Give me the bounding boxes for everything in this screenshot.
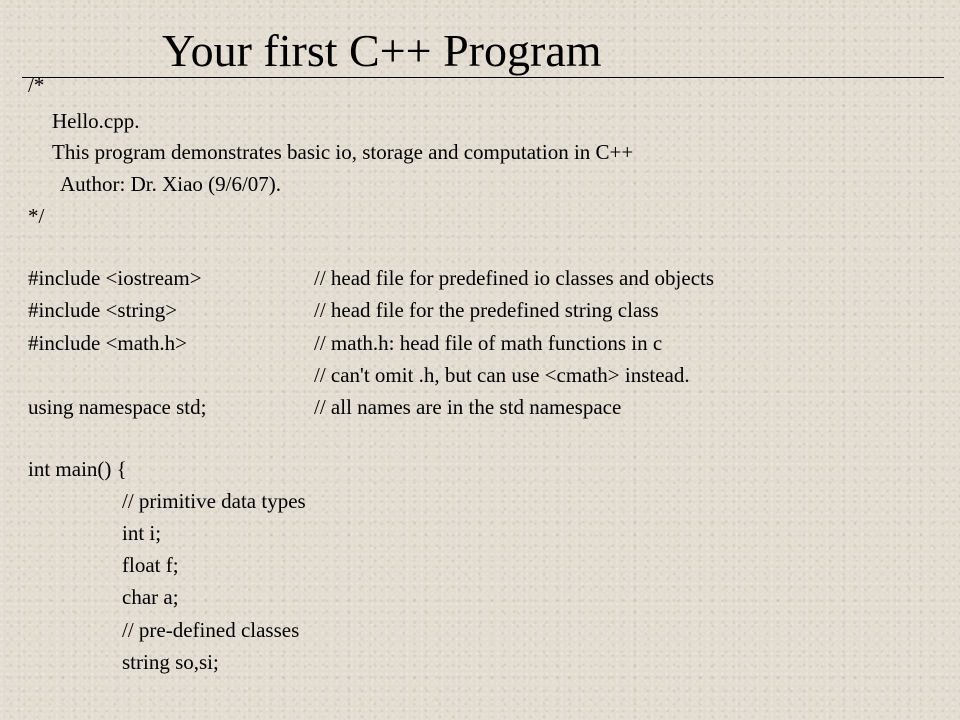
code-line: // pre-defined classes xyxy=(122,618,300,642)
cmath-note-comment: // can't omit .h, but can use <cmath> instead. xyxy=(314,363,690,387)
comment-file-name: Hello.cpp. xyxy=(52,109,140,133)
include-iostream: #include <iostream> xyxy=(28,266,202,290)
comment-close: */ xyxy=(28,204,45,228)
title-underline xyxy=(22,77,944,78)
using-namespace-comment: // all names are in the std namespace xyxy=(314,395,622,419)
comment-description: This program demonstrates basic io, storage and computation in C++ xyxy=(52,140,634,164)
code-line: int i; xyxy=(122,521,162,545)
comment-open: /* xyxy=(28,73,45,97)
slide-title: Your first C++ Program xyxy=(162,25,602,76)
include-string: #include <string> xyxy=(28,298,178,322)
comment-author: Author: Dr. Xiao (9/6/07). xyxy=(60,172,282,196)
using-namespace: using namespace std; xyxy=(28,395,207,419)
include-iostream-comment: // head file for predefined io classes and objects xyxy=(314,266,715,290)
include-math-comment: // math.h: head file of math functions in c xyxy=(314,331,663,355)
include-math: #include <math.h> xyxy=(28,331,187,355)
code-line: char a; xyxy=(122,585,179,609)
main-signature: int main() { xyxy=(28,457,127,481)
code-line: string so,si; xyxy=(122,650,219,674)
code-line: float f; xyxy=(122,553,179,577)
include-string-comment: // head file for the predefined string class xyxy=(314,298,659,322)
code-line: // primitive data types xyxy=(122,489,306,513)
